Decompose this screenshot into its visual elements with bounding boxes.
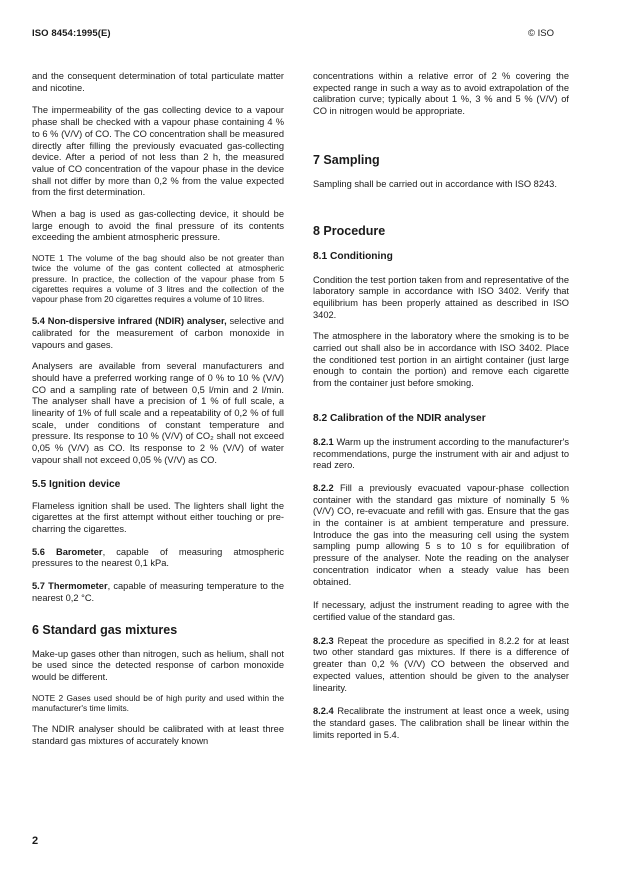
section-8-2-4-number: 8.2.4 xyxy=(313,706,334,717)
section-8-2-1 xyxy=(313,437,569,472)
section-8-2-1-number: 8.2.1 xyxy=(313,436,334,447)
right-column xyxy=(313,71,569,741)
section-8-2-3-text: Repeat the procedure as specified in 8.2.2 for at least two other standard gas mixtures. If there is a difference of greater than 0,2 % (V/V) CO between the observed and expected values, attention should be given to the analyser linearity. xyxy=(313,635,569,693)
section-6-title: 6 Standard gas mixtures xyxy=(32,622,178,637)
paragraph-conditioning: Condition the test portion taken from and representative of the laboratory sample in accordance with ISO 3402. Verify that equilibrium has been properly attained as described in ISO 3402. xyxy=(313,274,569,320)
section-8-2-4-text: Recalibrate the instrument at least once a week, using the standard gases. The calibration shall be linear within the limits reported in 5.4. xyxy=(313,706,569,740)
section-5-5-title: 5.5 Ignition device xyxy=(32,478,121,490)
note-1: NOTE 1 The volume of the bag should also be not greater than twice the volume of the gas content collected at atmospheric pressure. In practice, the collection of the vapour phase from 5 cigarettes requires a volume of 3 litres and the collection of the vapour phase from 20 cigarettes requires a volume of 10 litres. xyxy=(32,253,284,304)
paragraph-ndir-calibration: The NDIR analyser should be calibrated with at least three standard gas mixtures of accurately known xyxy=(32,724,284,746)
section-8-2-2-number: 8.2.2 xyxy=(313,482,334,493)
document-id: ISO 8454:1995(E) xyxy=(32,28,111,39)
section-8-2-3 xyxy=(313,636,569,695)
paragraph-sampling: Sampling shall be carried out in accordance with ISO 8243. xyxy=(313,178,557,189)
section-5-7-title: 5.7 Thermometer xyxy=(32,581,108,592)
section-5-4 xyxy=(32,316,284,351)
section-8-1-title: 8.1 Conditioning xyxy=(313,250,393,262)
paragraph-analysers: Analysers are available from several manufacturers and should have a preferred working range of 0 % to 10 % (V/V) CO and a sampling rate of between 0,5 l/min and 2 l/min. The analyser shall have a precision of 1 % of full scale, a linearity of 1% of full scale and a repeatability of 0,2 % of full scale, under conditions of constant temperature and pressure. Its response to 10 % (V/V) of CO₂ shall not exceed 0,05 % (V/V) as CO. Its response to 2 % (V/V) of water vapour shall not exceed 0,05 % (V/V) as CO. xyxy=(32,361,284,465)
section-8-2-title: 8.2 Calibration of the NDIR analyser xyxy=(313,412,486,424)
section-8-2-2 xyxy=(313,483,569,588)
section-5-7-text: , capable of measuring temperature to the nearest 0,2 °C. xyxy=(32,581,284,603)
paragraph-intro: and the consequent determination of total particulate matter and nicotine. xyxy=(32,71,284,93)
left-column xyxy=(32,71,284,747)
section-8-2-2-text: Fill a previously evacuated vapour-phase collection container with the standard gas mixture of nominally 5 % (V/V) CO, re-evacuate and refill with gas. Ensure that the gas in the container is at ambient temperature and pressure. Introduce the gas into the measuring cell using the system sampling pump allowing 5 s to 10 s for equilibration of pressure of the analyser. Note the reading on the analyser concentration indicator when a steady value has been obtained. xyxy=(313,482,569,587)
copyright-mark: © ISO xyxy=(528,28,555,39)
paragraph-ignition: Flameless ignition shall be used. The lighters shall light the cigarettes at the first attempt without either touching or pre-charring the cigarettes. xyxy=(32,500,284,534)
section-5-6 xyxy=(32,547,284,570)
paragraph-makeup-gases: Make-up gases other than nitrogen, such as helium, shall not be used since the detected response of carbon monoxide would be different. xyxy=(32,648,284,682)
section-8-title: 8 Procedure xyxy=(313,223,386,238)
section-5-6-title: 5.6 Barometer xyxy=(32,546,103,557)
section-8-2-3-number: 8.2.3 xyxy=(313,635,334,646)
note-2: NOTE 2 Gases used should be of high purity and used within the manufacturer's time limits. xyxy=(32,692,284,713)
paragraph-bag: When a bag is used as gas-collecting device, it should be large enough to avoid the final pressure of its contents exceeding the ambient atmospheric pressure. xyxy=(32,209,284,243)
page-number: 2 xyxy=(32,835,39,847)
section-5-6-text: , capable of measuring atmospheric pressures to the nearest 0,1 kPa. xyxy=(32,546,285,569)
paragraph-impermeability: The impermeability of the gas collecting device to a vapour phase shall be checked with a vapour phase containing 4 % to 6 % (V/V) of CO. The CO concentration shall be measured directly after filling the previously evacuated gas-collecting device. After a period of not less than 2 h, the measured value of CO concentration of the vapour phase in the device shall not differ by more than 0,2 % from the value expected from the first determination. xyxy=(32,105,284,198)
paragraph-concentrations: concentrations within a relative error of 2 % covering the expected range in such a way as to avoid extrapolation of the calibration curve; typically about 1 %, 3 % and 5 % (V/V) of CO in nitrogen would be appropriate. xyxy=(313,71,569,117)
section-8-2-4 xyxy=(313,706,569,741)
section-5-4-title: 5.4 Non-dispersive infrared (NDIR) analyser, xyxy=(32,316,227,327)
paragraph-atmosphere: The atmosphere in the laboratory where the smoking is to be carried out shall also be in accordance with ISO 3402. Place the conditioned test portion in an airtight container (just large enough to contain the portion) and remove each cigarette from the container just before smoking. xyxy=(313,331,569,389)
section-8-2-1-text: Warm up the instrument according to the manufacturer's recommendations, purge the instrument with air and adjust to read zero. xyxy=(313,436,569,471)
section-5-7 xyxy=(32,581,284,604)
section-5-4-text: selective and calibrated for the measurement of carbon monoxide in vapours and gases. xyxy=(32,316,284,350)
section-7-title: 7 Sampling xyxy=(313,152,380,167)
paragraph-adjust-reading: If necessary, adjust the instrument reading to agree with the certified value of the standard gas. xyxy=(313,600,569,622)
